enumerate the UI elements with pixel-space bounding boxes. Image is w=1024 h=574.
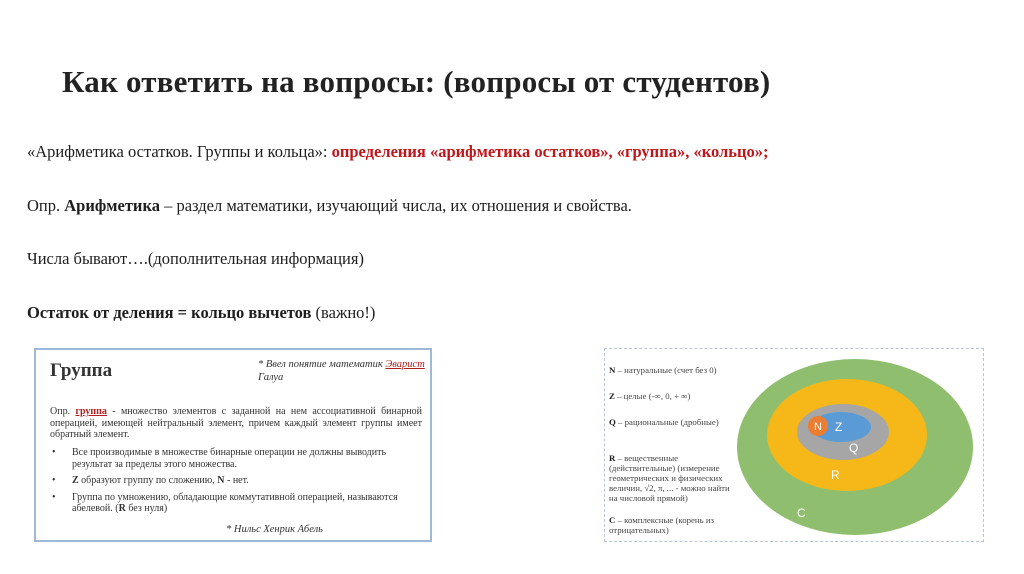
legend-z-text: – целые (-∞, 0, + ∞) — [614, 391, 691, 401]
legend-complex — [609, 515, 739, 535]
bullet-2-n: N — [217, 475, 225, 486]
text-line-numbers: Числа бывают….(дополнительная информация) — [27, 249, 364, 268]
galois-note-prefix: * Ввел понятие математик — [258, 359, 386, 370]
list-item — [50, 492, 422, 515]
group-properties-list — [50, 447, 422, 520]
number-sets-diagram — [735, 357, 977, 537]
set-q-label: Q — [849, 441, 859, 455]
text-line-arithmetic-definition — [27, 196, 632, 216]
definition-prefix: Опр. — [27, 196, 65, 215]
legend-r-text: – вещественные (действительные) (измерение геометрических и физических величин, √2, π, ... - можно найти на числовой прямой) — [609, 453, 730, 503]
legend-q-letter: Q — [609, 417, 616, 427]
galois-link[interactable]: Эварист — [385, 359, 425, 370]
legend-natural — [609, 365, 739, 375]
group-def-text: - множество элементов с заданной на нем ассоциативной бинарной операцией, имеющей нейтральный элемент, причем каждый элемент группы имеет обратный элемент. — [50, 406, 423, 440]
slide-title: Как ответить на вопросы: (вопросы от студентов) — [62, 64, 771, 99]
legend-c-letter: C — [609, 515, 616, 525]
group-def-prefix: Опр. — [50, 406, 76, 417]
set-c-label: C — [797, 506, 806, 520]
text-line-remainder — [27, 303, 375, 323]
bullet-3-r: R — [118, 503, 126, 514]
set-z-label: Z — [835, 420, 843, 434]
group-term-link[interactable]: группа — [75, 406, 107, 417]
definition-term: Арифметика — [64, 196, 160, 215]
group-card-title: Группа — [50, 360, 113, 381]
set-r-label: R — [831, 468, 840, 482]
legend-q-text: – рациональные (дробные) — [615, 417, 719, 427]
abel-signature: * Нильс Хенрик Абель — [226, 524, 323, 535]
group-definition-card — [34, 348, 432, 542]
list-item — [50, 447, 422, 470]
legend-z-letter: Z — [609, 391, 615, 401]
bullet-1-text: Все производимые в множестве бинарные операции не должны выводить результат за пределы этого множества. — [72, 447, 387, 470]
definition-body: – раздел математики, изучающий числа, их отношения и свойства. — [159, 196, 632, 215]
list-item — [50, 475, 422, 487]
topic-text: «Арифметика остатков. Группы и кольца»: — [27, 142, 332, 161]
remainder-note: (важно!) — [311, 303, 376, 322]
bullet-2-mid: образуют группу по сложению, — [78, 475, 218, 486]
bullet-2-z: Z — [72, 475, 79, 486]
number-sets-card — [604, 348, 984, 542]
legend-r-letter: R — [609, 453, 616, 463]
set-n-label: N — [814, 421, 822, 433]
bullet-3-text: Группа по умножению, обладающие коммутативной операцией, называются абелевой. ( — [72, 491, 398, 514]
remainder-statement: Остаток от деления = кольцо вычетов — [27, 303, 312, 322]
group-definition — [50, 406, 422, 441]
bullet-3-end: без нуля) — [125, 503, 168, 514]
galois-note — [258, 358, 428, 384]
legend-rational — [609, 417, 739, 427]
legend-real — [609, 453, 739, 503]
legend-integer — [609, 391, 739, 401]
galois-note-suffix: Галуа — [258, 372, 284, 383]
topic-definitions: определения «арифметика остатков», «группа», «кольцо»; — [331, 142, 769, 161]
legend-n-text: – натуральные (счет без 0) — [615, 365, 717, 375]
text-line-arithmetic-topic — [27, 142, 769, 162]
legend-n-letter: N — [609, 365, 616, 375]
legend-c-text: – комплексные (корень из отрицательных) — [609, 515, 715, 535]
bullet-2-end: - нет. — [224, 475, 249, 486]
